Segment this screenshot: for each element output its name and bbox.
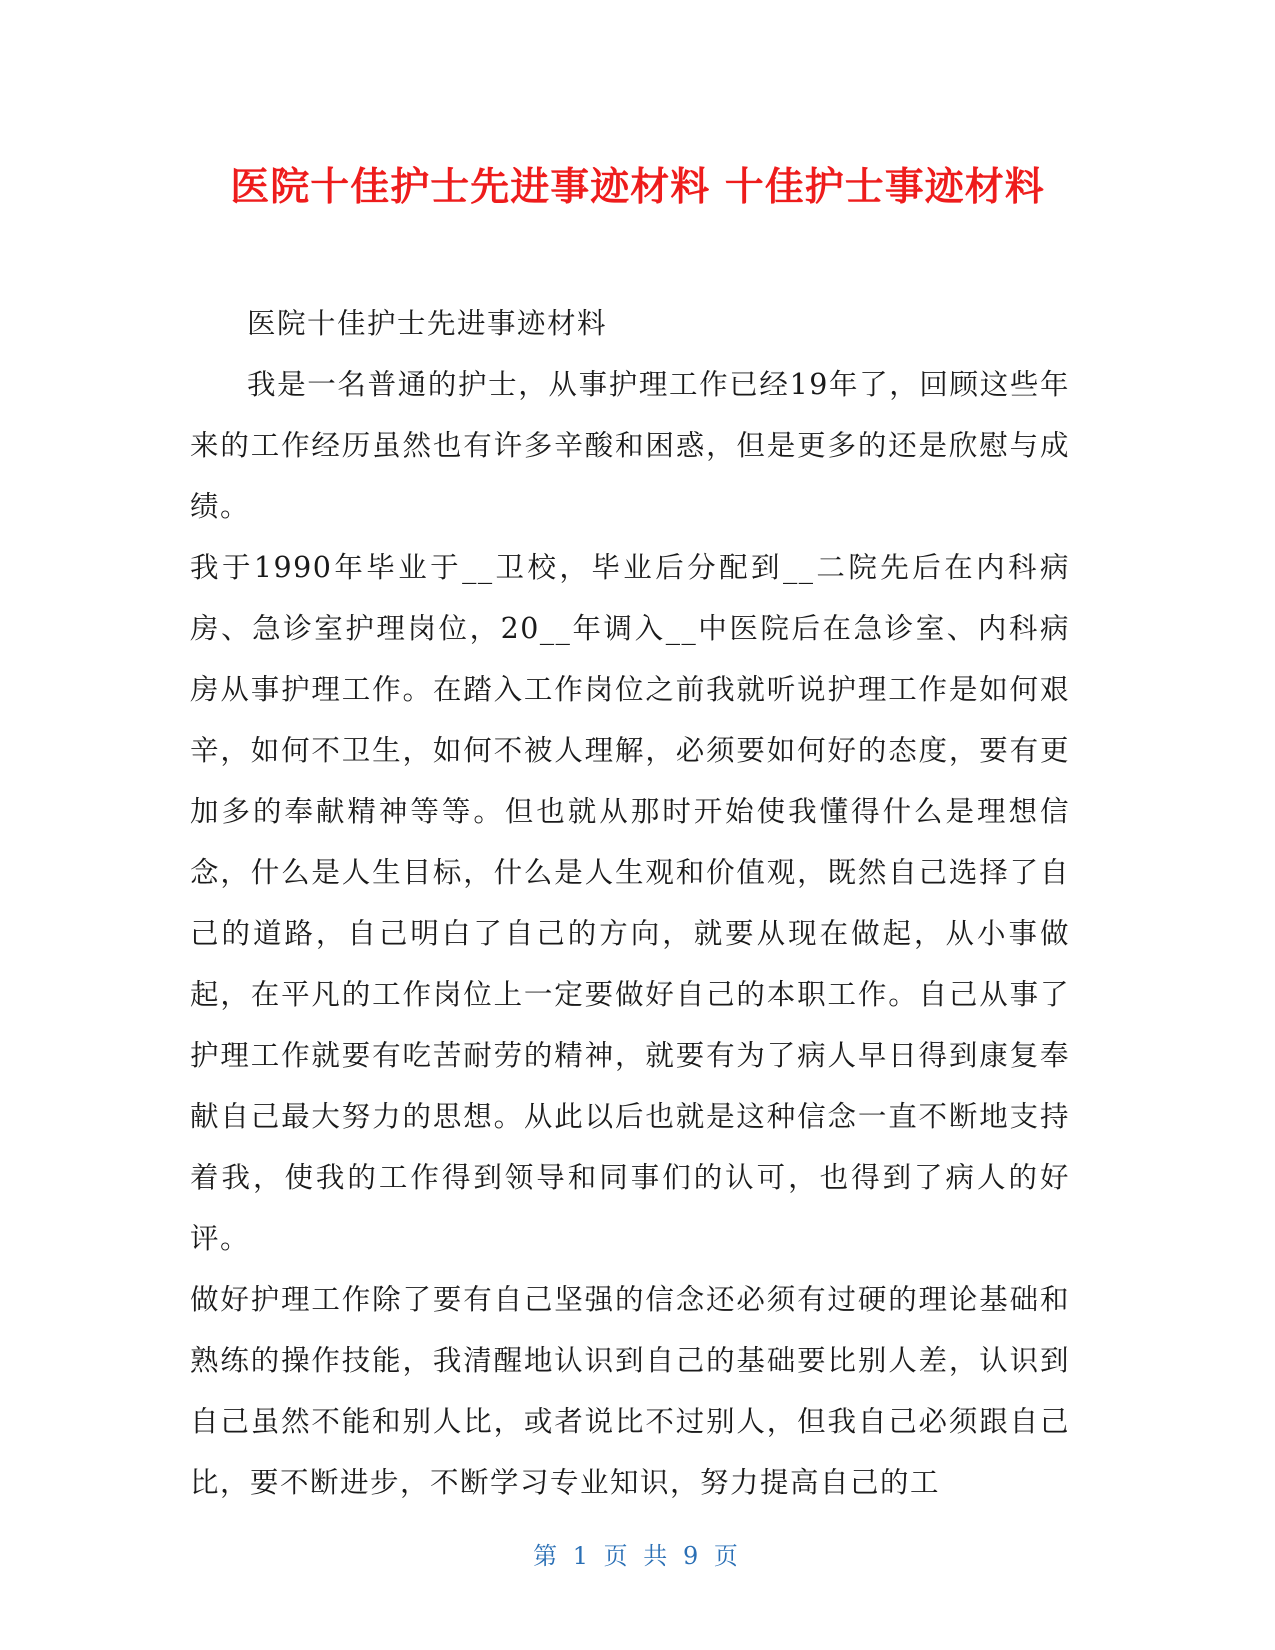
paragraph-career: 我于1990年毕业于__卫校，毕业后分配到__二院先后在内科病房、急诊室护理岗位，20__年调入__中医院后在急诊室、内科病房从事护理工作。在踏入工作岗位之前我就听说护理工作是如何艰辛，如何不卫生，如何不被人理解，必须要如何好的态度，要有更加多的奉献精神等等。但也就从那时开始使我懂得什么是理想信念，什么是人生目标，什么是人生观和价值观，既然自己选择了自己的道路，自己明白了自己的方向，就要从现在做起，从小事做起，在平凡的工作岗位上一定要做好自己的本职工作。自己从事了护理工作就要有吃苦耐劳的精神，就要有为了病人早日得到康复奉献自己最大努力的思想。从此以后也就是这种信念一直不断地支持着我，使我的工作得到领导和同事们的认可，也得到了病人的好评。 <box>190 551 1070 1255</box>
document-body <box>190 293 1070 1513</box>
footer-suffix: 页 <box>713 1542 742 1570</box>
paragraph-skills: 做好护理工作除了要有自己坚强的信念还必须有过硬的理论基础和熟练的操作技能，我清醒地认识到自己的基础要比别人差，认识到自己虽然不能和别人比，或者说比不过别人，但我自己必须跟自己比，要不断进步，不断学习专业知识，努力提高自己的工 <box>190 1283 1070 1499</box>
page-number-footer <box>0 1540 1275 1572</box>
document-title: 医院十佳护士先进事迹材料 十佳护士事迹材料 <box>230 165 1045 210</box>
footer-prefix: 第 <box>533 1542 562 1570</box>
footer-middle: 页 共 <box>603 1542 672 1570</box>
footer-current-page: 1 <box>572 1542 593 1570</box>
paragraph-intro: 我是一名普通的护士，从事护理工作已经19年了，回顾这些年来的工作经历虽然也有许多辛酸和困惑，但是更多的还是欣慰与成绩。 <box>190 368 1070 523</box>
footer-total-pages: 9 <box>682 1542 703 1570</box>
paragraph-subtitle: 医院十佳护士先进事迹材料 <box>247 307 608 340</box>
